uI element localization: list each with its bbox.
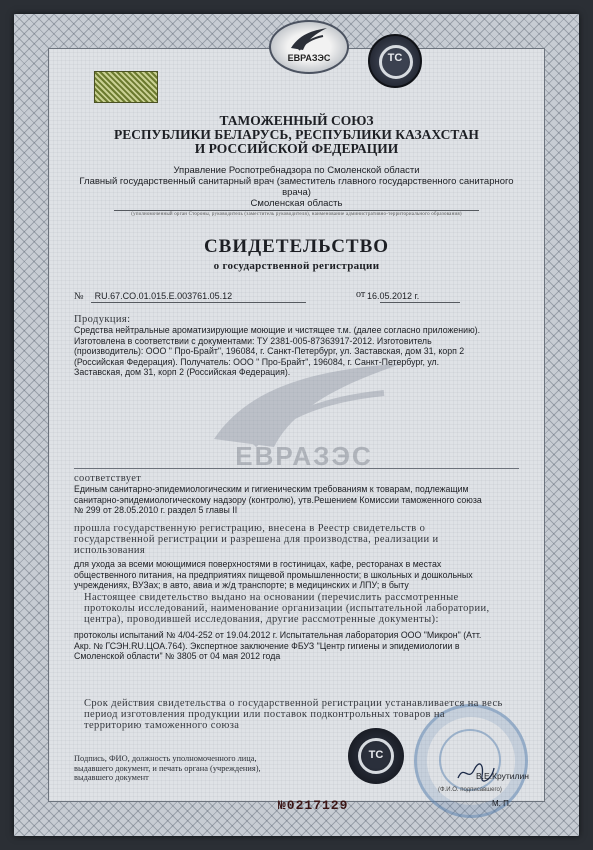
section-divider bbox=[74, 468, 519, 469]
union-heading: ТАМОЖЕННЫЙ СОЮЗ РЕСПУБЛИКИ БЕЛАРУСЬ, РЕСПУБЛИКИ КАЗАХСТАН И РОССИЙСКОЙ ФЕДЕРАЦИИ bbox=[114, 113, 479, 156]
registration-number-row bbox=[74, 291, 519, 302]
stamp-place-label: М. П. bbox=[492, 799, 512, 808]
date-label: от bbox=[356, 289, 366, 300]
registration-number: RU.67.CO.01.015.E.003761.05.12 bbox=[94, 291, 233, 301]
basis-section: Настоящее свидетельство выдано на основании (перечислить рассмотренные протоколы исследований, наименование организации (испытательной лаборатории, центра), проводившей исследования, другие рассмотренные документы): bbox=[84, 592, 490, 625]
authority-caption: (уполномоченный орган Стороны, руководитель (заместитель руководителя), наименование административно-территориального образования) bbox=[131, 212, 462, 217]
document-title: СВИДЕТЕЛЬСТВО bbox=[203, 236, 390, 257]
signer-name: В.Е.Крутилин bbox=[476, 771, 529, 781]
validity-section: Срок действия свидетельства о государственной регистрации устанавливается на весь период изготовления продукции или поставок подконтрольных товаров на территорию таможенного союза bbox=[84, 698, 503, 731]
eurasec-emblem-label: ЕВРАЗЭС bbox=[287, 53, 331, 63]
conformity-section: соответствует Единым санитарно-эпидемиологическим и гигиеническим требованиям к товарам, подлежащим санитарно-эпидемиологическому надзору (контролю), утв.Решением Комиссии таможенного союза № 299 от 28.05.2010 г. раздел 5 главы II bbox=[74, 473, 523, 516]
signature-caption: Подпись, ФИО, должность уполномоченного лица, выдавшего документ, и печать органа (учреждения), выдавшего документ bbox=[74, 754, 261, 782]
usage-section: для ухода за всеми моющимися поверхностями в гостиницах, кафе, ресторанах в местах общественного питания, на предприятиях пищевой промышленности; в школьных и дошкольных учреждениях, ВУЗах; в авто, авиа и ж/д транспорте; в медицинских и ЛПУ; в быту bbox=[74, 559, 473, 591]
number-underline bbox=[91, 302, 306, 303]
signer-caption: (Ф.И.О. подписавшего) bbox=[438, 787, 502, 793]
product-label: Продукция: bbox=[74, 314, 131, 325]
document-subtitle: о государственной регистрации bbox=[213, 260, 380, 272]
registration-date: 16.05.2012 г. bbox=[367, 291, 420, 301]
watermark-text: ЕВРАЗЭС bbox=[235, 441, 373, 471]
issuing-authority: Управление Роспотребнадзора по Смоленской области Главный государственный санитарный врач (заместитель главного государственного санитарного врача) Смоленская область bbox=[79, 165, 514, 209]
customs-union-mark-icon: ТС bbox=[368, 34, 422, 88]
conformity-label: соответствует bbox=[74, 473, 142, 484]
date-underline bbox=[380, 302, 460, 303]
registration-statement: прошла государственную регистрацию, внесена в Реестр свидетельств о государственной регистрации и разрешена для производства, реализации и использования bbox=[74, 523, 439, 556]
serial-number: №0217129 bbox=[278, 798, 349, 813]
certificate-sheet bbox=[14, 14, 579, 836]
hologram-sticker bbox=[94, 71, 158, 103]
authority-underline bbox=[114, 210, 479, 211]
eurasec-swoosh-icon bbox=[289, 26, 329, 54]
number-label: № bbox=[74, 291, 84, 302]
customs-union-stamp-icon: ТС bbox=[348, 728, 404, 784]
protocols-section: протоколы испытаний № 4/04-252 от 19.04.2012 г. Испытательная лаборатория ООО "Микрон" (Атт. Акр. № ГСЭН.RU.ЦОА.764). Экспертное заключение ФБУЗ "Центр гигиены и эпидемиологии в Смоленской области" № 3805 от 04 мая 2012 года bbox=[74, 630, 482, 662]
eurasec-emblem bbox=[269, 20, 349, 74]
product-section: Продукция: Средства нейтральные ароматизирующие моющие и чистящее т.м. (далее согласно приложению). Изготовлена в соответствии с документами: ТУ 2381-005-87363917-2012. Изготовитель (производитель): ООО " Про-Брайт", 196084, г. Санкт-Петербург, ул. Заставская, дом 31, корп 2 (Российская Федерация). Получатель: ООО " Про-Брайт", 196084, г. Санкт-Петербург, ул. Заставская, дом 31, корп 2 (Российская Федерация). bbox=[74, 314, 523, 378]
